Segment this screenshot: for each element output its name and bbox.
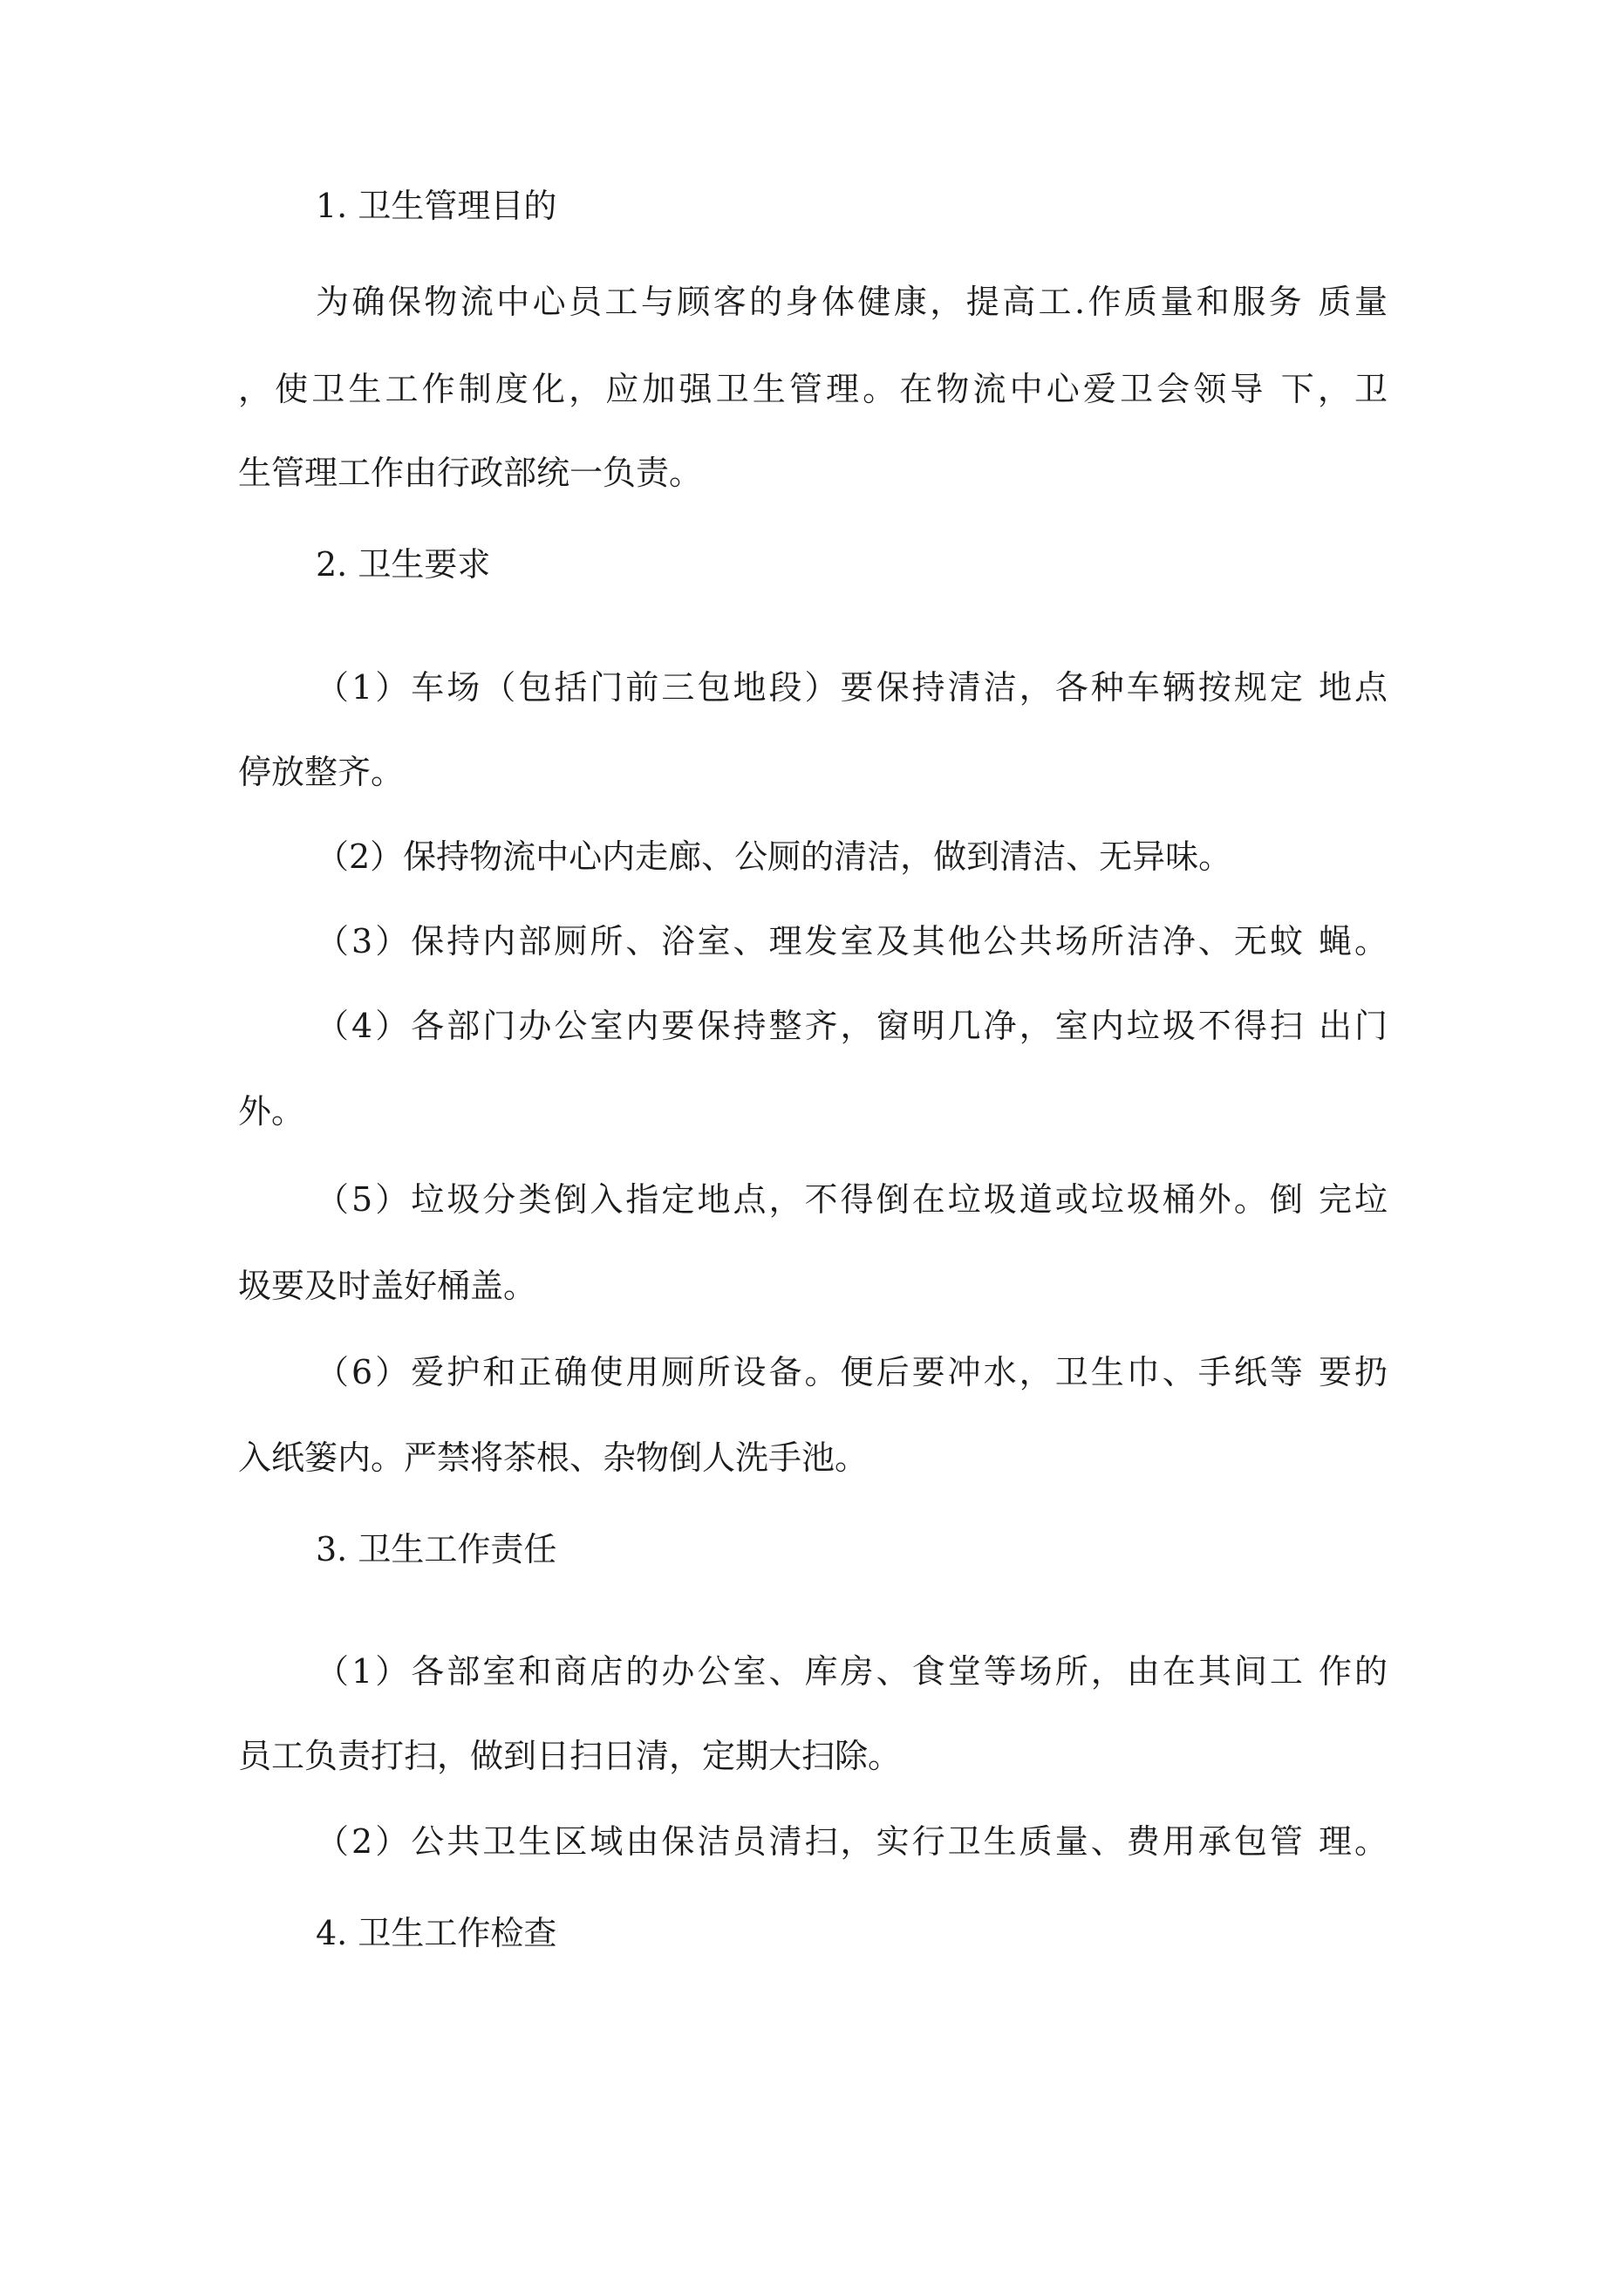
paragraph-line: （1）车场（包括门前三包地段）要保持清洁，各种车辆按规定 地点 <box>316 668 1388 707</box>
paragraph-line: （4）各部门办公室内要保持整齐，窗明几净，室内垃圾不得扫 出门 <box>316 1007 1388 1045</box>
paragraph-line: 为确保物流中心员工与顾客的身体健康，提高工.作质量和服务 质量 <box>316 283 1388 321</box>
paragraph-line: 外。 <box>238 1092 305 1131</box>
paragraph-line: （5）垃圾分类倒入指定地点，不得倒在垃圾道或垃圾桶外。倒 完垃 <box>316 1180 1388 1219</box>
paragraph-line: 生管理工作由行政部统一负责。 <box>238 454 703 492</box>
paragraph-line: （2）公共卫生区域由保洁员清扫，实行卫生质量、费用承包管 理。 <box>316 1822 1388 1861</box>
paragraph-line: （6）爱护和正确使用厕所设备。便后要冲水，卫生巾、手纸等 要扔 <box>316 1353 1388 1391</box>
paragraph-line: 入纸篓内。严禁将茶根、杂物倒人洗手池。 <box>238 1438 869 1477</box>
paragraph-line: （3）保持内部厕所、浴室、理发室及其他公共场所洁净、无蚊 蝇。 <box>316 922 1388 960</box>
section-heading-2: 2. 卫生要求 <box>316 545 491 584</box>
paragraph-line: （1）各部室和商店的办公室、库房、食堂等场所，由在其间工 作的 <box>316 1652 1388 1691</box>
paragraph-line: 停放整齐。 <box>238 753 405 791</box>
paragraph-line: 圾要及时盖好桶盖。 <box>238 1267 537 1305</box>
section-heading-4: 4. 卫生工作检查 <box>316 1914 557 1952</box>
paragraph-line: ，使卫生工作制度化，应加强卫生管理。在物流中心爱卫会领导 下，卫 <box>238 370 1388 408</box>
paragraph-line: 员工负责打扫，做到日扫日清，定期大扫除。 <box>238 1737 902 1775</box>
paragraph-line: （2）保持物流中心内走廊、公厕的清洁，做到清洁、无异味。 <box>316 837 1232 876</box>
section-heading-1: 1. 卫生管理目的 <box>316 187 557 225</box>
section-heading-3: 3. 卫生工作责任 <box>316 1530 557 1568</box>
